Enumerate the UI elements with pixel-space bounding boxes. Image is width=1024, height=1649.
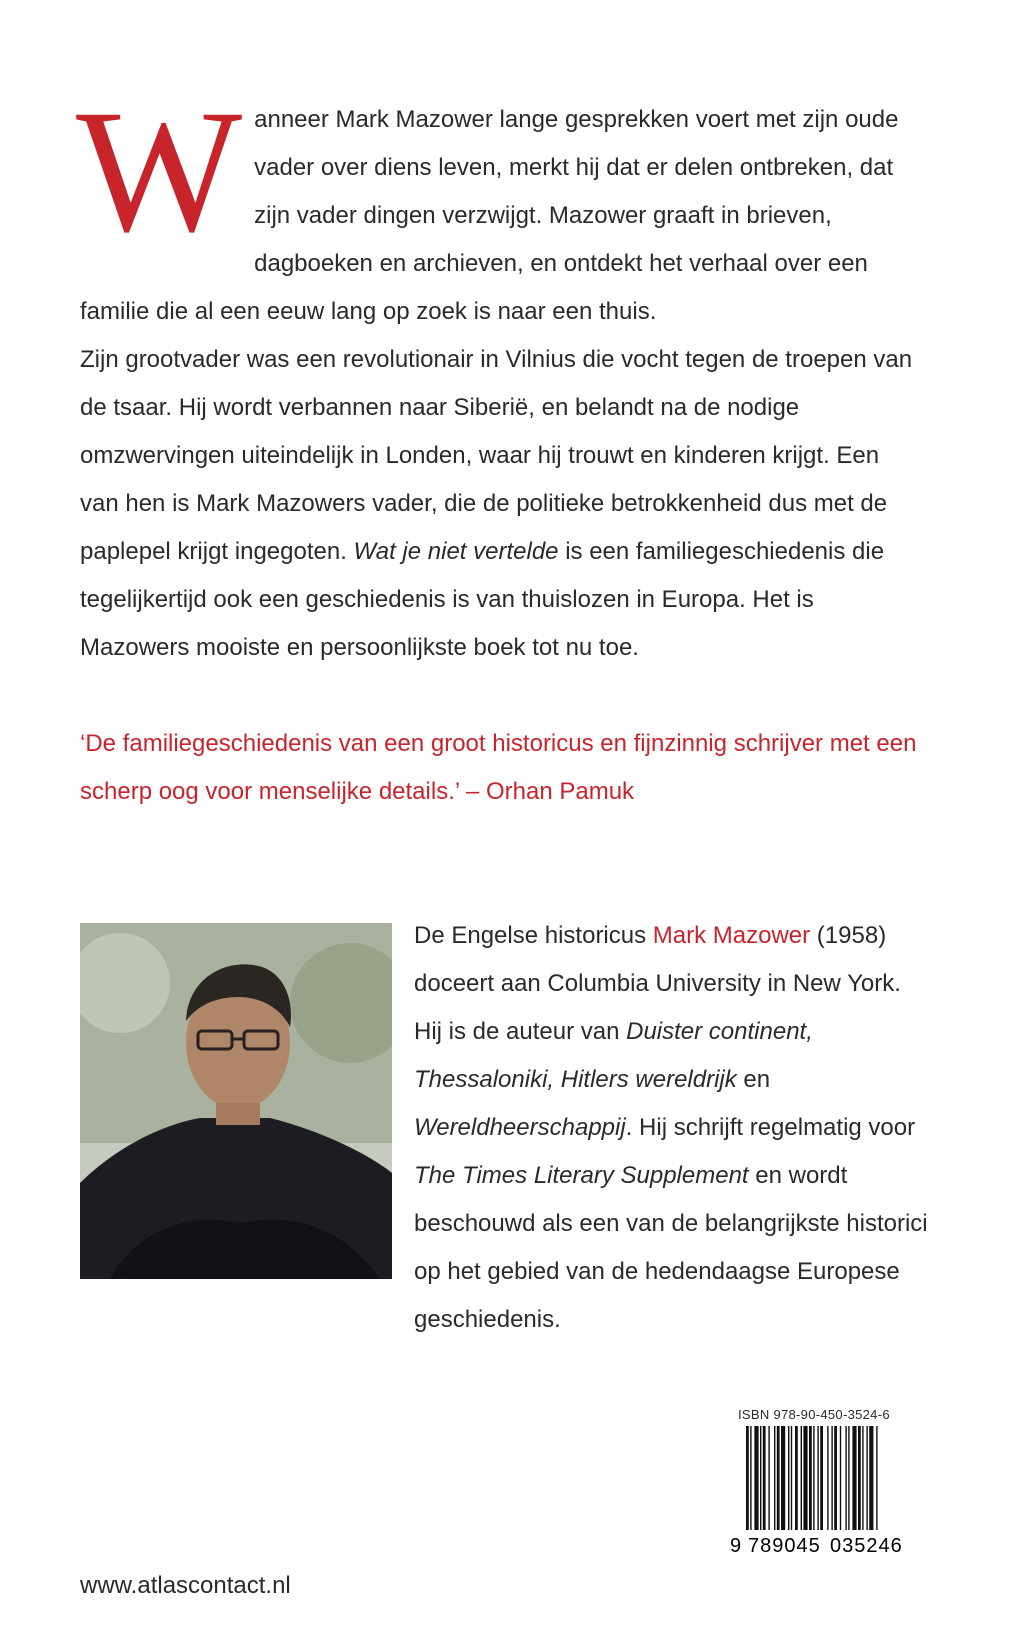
drop-cap: W [76, 74, 237, 269]
barcode-bar [876, 1426, 877, 1530]
synopsis-paragraph-2-text-b: is een familiegeschiedenis die tegelijkertijd ook een geschiedenis is van thuislozen in Europa. Het is Mazowers mooiste en persoonlijkste boek tot nu toe. [80, 538, 885, 661]
barcode-bar [754, 1426, 758, 1530]
barcode-bar [781, 1426, 785, 1530]
barcode-bar [795, 1426, 798, 1530]
bio-books-1: Duister continent, Thessaloniki, Hitlers wereldrijk [414, 1018, 813, 1093]
barcode-bar [827, 1426, 828, 1530]
isbn-label: ISBN 978-90-450-3524-6 [738, 1407, 890, 1422]
barcode-bar [788, 1426, 789, 1530]
bio-books-2: Wereldheerschappij [414, 1114, 626, 1141]
synopsis-paragraph-2-text-a: Zijn grootvader was een revolutionair in Vilnius die vocht tegen de troepen van de tsaar. Hij wordt verbannen naar Siberië, en belandt na de nodige omzwervingen uiteindelijk in Londen, waar hij trouwt en kinderen krijgt. Een van hen is Mark Mazowers vader, die de politieke betrokkenheid dus met de paplepel krijgt ingegoten. [80, 346, 913, 565]
barcode-bar [777, 1426, 780, 1530]
author-name: Mark Mazower [652, 922, 811, 949]
barcode [728, 1426, 910, 1556]
author-bio [414, 912, 934, 1344]
barcode-bar [774, 1426, 775, 1530]
barcode-bar [840, 1426, 841, 1530]
barcode-bar [791, 1426, 792, 1530]
bio-journal: The Times Literary Supplement [414, 1162, 749, 1189]
synopsis [76, 74, 920, 672]
barcode-bar [817, 1426, 818, 1530]
barcode-bar [848, 1426, 849, 1530]
bio-text-4: . Hij schrijft regelmatig voor [625, 1114, 916, 1141]
synopsis-paragraph-1-text: anneer Mark Mazower lange gesprekken voert met zijn oude vader over diens leven, merkt hij dat er delen ontbreken, dat zijn vader dingen verzwijgt. Mazower graaft in brieven, dagboeken en archieven, en ontdekt het verhaal over een familie die al een eeuw lang op zoek is naar een thuis. [80, 106, 899, 325]
barcode-bar [801, 1426, 802, 1530]
barcode-bar [831, 1426, 832, 1530]
bio-text-5: en wordt beschouwd als een van de belangrijkste historici op het gebied van de hedendaagse Europese geschiedenis. [414, 1162, 928, 1333]
bio-text-3: en [736, 1066, 771, 1093]
barcode-bar [858, 1426, 861, 1530]
barcode-bar [845, 1426, 846, 1530]
ean-right-group: 035246 [830, 1535, 903, 1556]
bio-text-2: (1958) doceert aan Columbia University in New York. Hij is de auteur van [414, 922, 901, 1045]
barcode-bar [760, 1426, 761, 1530]
synopsis-paragraph-2 [80, 336, 920, 672]
barcode-bar [834, 1426, 837, 1530]
isbn-block [728, 1407, 910, 1556]
barcode-bar [803, 1426, 807, 1530]
barcode-bar [750, 1426, 751, 1530]
barcode-bar [746, 1426, 749, 1530]
barcode-bar [869, 1426, 873, 1530]
barcode-bar [813, 1426, 814, 1530]
barcode-bar [820, 1426, 823, 1530]
blurb-quote: ‘De familiegeschiedenis van een groot historicus en fijnzinnig schrijver met een scherp oog voor menselijke details.’ – Orhan Pamuk [80, 730, 917, 805]
barcode-bar [763, 1426, 766, 1530]
barcode-bar [862, 1426, 863, 1530]
barcode-bar [866, 1426, 867, 1530]
ean-left-group: 789045 [748, 1535, 821, 1556]
ean-first-digit: 9 [730, 1535, 743, 1556]
publisher-url: www.atlascontact.nl [80, 1572, 291, 1599]
barcode-bar [768, 1426, 769, 1530]
book-title: Wat je niet vertelde [353, 538, 559, 565]
barcode-bar [809, 1426, 812, 1530]
bio-text-1: De Engelse historicus [414, 922, 653, 949]
barcode-bar [852, 1426, 856, 1530]
author-portrait-image [80, 923, 392, 1279]
author-photo [80, 923, 392, 1279]
